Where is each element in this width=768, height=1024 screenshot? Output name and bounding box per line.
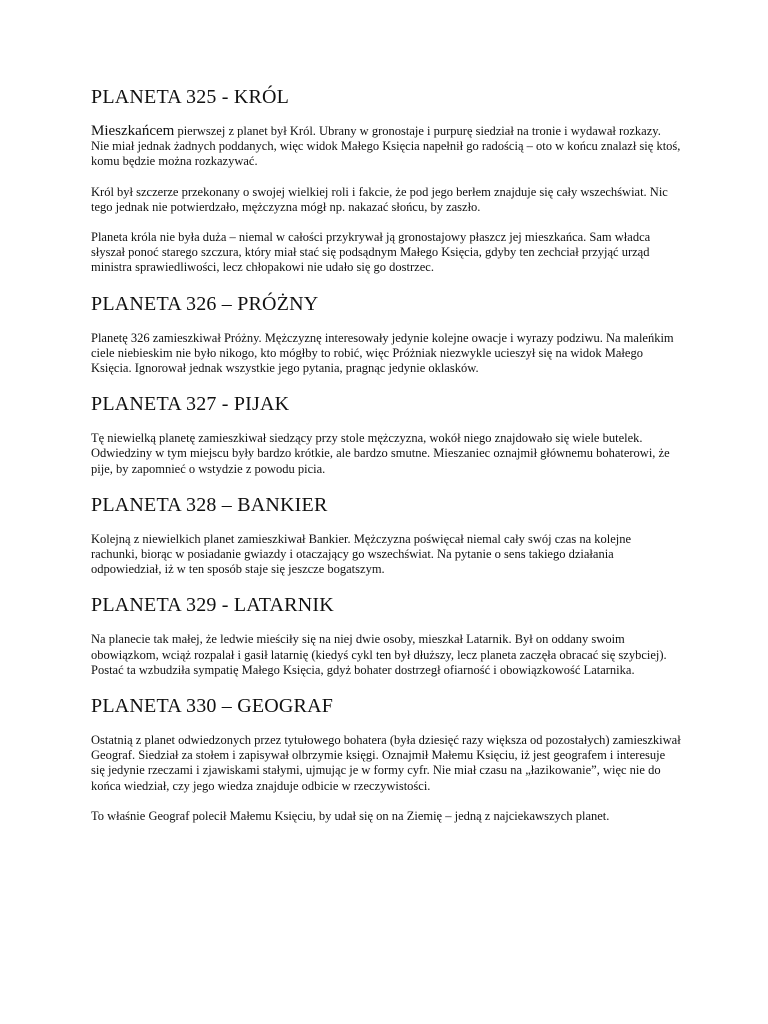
paragraph-lead-word: Mieszkańcem bbox=[91, 123, 175, 139]
paragraph: Na planecie tak małej, że ledwie mieściły się na niej dwie osoby, mieszkał Latarnik. Był on oddany swoim obowiązkom, wciąż rozpalał i gasił latarnię (kiedyś cykl ten był dłuższy, lecz planeta zaczęła obracać się szybciej). Postać ta wzbudziła sympatię Małego Księcia, gdyż bohater dostrzegł ofiarność i obowiązkowość Latarnika. bbox=[91, 632, 667, 677]
paragraph: Planeta króla nie była duża – niemal w całości przykrywał ją gronostajowy płaszcz jej mieszkańca. Sam władca słyszał ponoć starego szczura, który miał stać się podsądnym Małego Księcia, gdyby ten zechciał przyjąć urząd ministra sprawiedliwości, lecz chłopakowi nie udało się go dostrzec. bbox=[91, 230, 651, 275]
section-heading: PLANETA 329 - LATARNIK bbox=[91, 594, 334, 617]
paragraph-text: pierwszej z planet był Król. Ubrany w gronostaje i purpurę siedział na tronie i wydawał rozkazy. Nie miał jednak żadnych poddanych, więc widok Małego Księcia napełnił go radością – oto w końcu znalazł się ktoś, komu będzie można rozkazywać. bbox=[91, 124, 681, 169]
section-krol bbox=[91, 84, 681, 276]
document-page bbox=[91, 84, 681, 839]
section-latarnik bbox=[91, 592, 681, 678]
section-geograf bbox=[91, 693, 681, 824]
section-heading: PLANETA 330 – GEOGRAF bbox=[91, 695, 334, 718]
paragraph: Kolejną z niewielkich planet zamieszkiwał Bankier. Mężczyzna poświęcał niemal cały swój czas na kolejne rachunki, biorąc w posiadanie gwiazdy i otaczający go wszechświat. Na pytanie o sens takiego działania odpowiedział, iż w ten sposób staje się jeszcze bogatszym. bbox=[91, 531, 632, 577]
paragraph bbox=[91, 124, 681, 170]
section-pijak bbox=[91, 391, 681, 477]
section-heading: PLANETA 325 - KRÓL bbox=[91, 86, 290, 108]
paragraph: Tę niewielką planetę zamieszkiwał siedzący przy stole mężczyzna, wokół niego znajdowało się wiele butelek. Odwiedziny w tym miejscu były bardzo krótkie, ale bardzo smutne. Mieszaniec oznajmił głównemu bohaterowi, że pije, by zapomnieć o wstydzie z powodu picia. bbox=[91, 431, 670, 476]
section-heading: PLANETA 326 – PRÓŻNY bbox=[91, 292, 319, 315]
paragraph: Ostatnią z planet odwiedzonych przez tytułowego bohatera (była dziesięć razy większa od pozostałych) zamieszkiwał Geograf. Siedział za stołem i zapisywał olbrzymie księgi. Oznajmił Małemu Księciu, iż jest geografem i interesuje się jedynie rzeczami i zjawiskami stałymi, ujmując je w formy cyfr. Nie miał czasu na „łazikowanie”, więc nie do końca wiedział, czy jego wiedza znajduje odbicie w rzeczywistości. bbox=[91, 733, 681, 793]
section-heading: PLANETA 327 - PIJAK bbox=[91, 393, 290, 416]
section-bankier bbox=[91, 492, 681, 578]
paragraph: To właśnie Geograf polecił Małemu Księciu, by udał się on na Ziemię – jedną z najciekawszych planet. bbox=[91, 808, 610, 823]
section-heading: PLANETA 328 – BANKIER bbox=[91, 493, 328, 516]
paragraph: Król był szczerze przekonany o swojej wielkiej roli i fakcie, że pod jego berłem znajduje się cały wszechświat. Nic tego jednak nie potwierdzało, mężczyzna mógł np. nakazać słońcu, by zaszło. bbox=[91, 184, 668, 214]
paragraph: Planetę 326 zamieszkiwał Próżny. Mężczyznę interesowały jedynie kolejne owacje i wyrazy podziwu. Na maleńkim ciele niebieskim nie było nikogo, kto mógłby to robić, więc Próżniak niezwykle ucieszył się na widok Małego Księcia. Ignorował jednak wszystkie jego pytania, pragnąc jedynie oklasków. bbox=[91, 330, 674, 376]
section-prozny bbox=[91, 291, 681, 377]
